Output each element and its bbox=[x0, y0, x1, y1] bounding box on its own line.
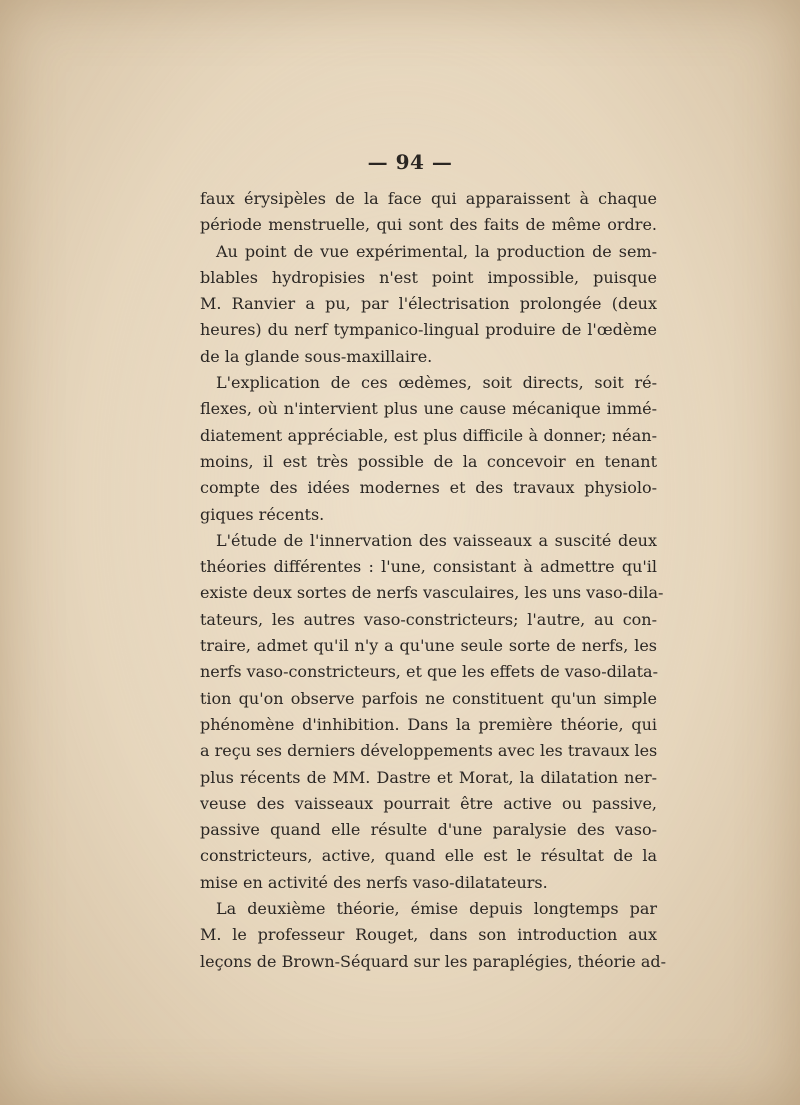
text-line: période menstruelle, qui sont des faits de même ordre. bbox=[200, 215, 657, 235]
text-line: Au point de vue expérimental, la production de sem- bbox=[216, 241, 657, 261]
text-line: passive quand elle résulte d'une paralysie des vaso- bbox=[200, 820, 657, 840]
text-line: nerfs vaso-constricteurs, et que les effets de vaso-dilata- bbox=[200, 662, 658, 682]
text-line: faux érysipèles de la face qui apparaissent à chaque bbox=[200, 189, 657, 208]
text-line: tion qu'on observe parfois ne constituent qu'un simple bbox=[200, 688, 657, 708]
text-line: heures) du nerf tympanico-lingual produire de l'œdème bbox=[200, 320, 657, 340]
text-line: de la glande sous-maxillaire. bbox=[200, 346, 433, 366]
body-text bbox=[200, 186, 666, 975]
text-line: moins, il est très possible de la concevoir en tenant bbox=[200, 451, 657, 471]
text-line: a reçu ses derniers développements avec les travaux les bbox=[200, 741, 658, 761]
text-line: M. Ranvier a pu, par l'électrisation prolongée (deux bbox=[200, 294, 657, 314]
text-line: blables hydropisies n'est point impossible, puisque bbox=[200, 267, 657, 287]
text-line: giques récents. bbox=[200, 504, 325, 524]
text-line: veuse des vaisseaux pourrait être active ou passive, bbox=[200, 793, 657, 813]
text-line: plus récents de MM. Dastre et Morat, la dilatation ner- bbox=[200, 767, 657, 787]
page-number: — 94 — bbox=[367, 150, 453, 174]
text-line: existe deux sortes de nerfs vasculaires, les uns vaso-dila- bbox=[200, 583, 664, 603]
text-line: traire, admet qu'il n'y a qu'une seule sorte de nerfs, les bbox=[200, 636, 657, 656]
text-line: tateurs, les autres vaso-constricteurs; l'autre, au con- bbox=[200, 609, 657, 629]
text-line: L'explication de ces œdèmes, soit directs, soit ré- bbox=[216, 373, 657, 393]
text-line: flexes, où n'intervient plus une cause mécanique immé- bbox=[200, 399, 657, 419]
text-line: mise en activité des nerfs vaso-dilatateurs. bbox=[200, 872, 548, 892]
text-line: L'étude de l'innervation des vaisseaux a suscité deux bbox=[216, 530, 657, 550]
text-line: théories différentes : l'une, consistant à admettre qu'il bbox=[200, 557, 657, 577]
text-line: compte des idées modernes et des travaux physiolo- bbox=[200, 478, 657, 498]
text-line: La deuxième théorie, émise depuis longtemps par bbox=[216, 899, 657, 919]
text-line: leçons de Brown-Séquard sur les paraplégies, théorie ad- bbox=[200, 951, 666, 971]
text-line: diatement appréciable, est plus difficile à donner; néan- bbox=[200, 425, 657, 445]
text-line: phénomène d'inhibition. Dans la première théorie, qui bbox=[200, 714, 657, 734]
text-line: M. le professeur Rouget, dans son introduction aux bbox=[200, 925, 657, 945]
text-line: constricteurs, active, quand elle est le résultat de la bbox=[200, 846, 657, 866]
